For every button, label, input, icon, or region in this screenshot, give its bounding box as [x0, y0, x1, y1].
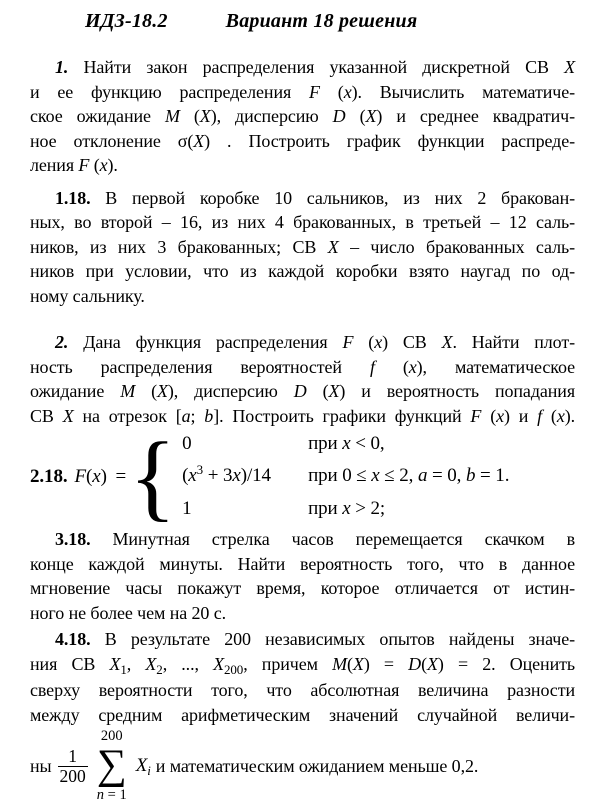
- text-line: [30, 186, 575, 211]
- fraction-numerator: 1: [68, 745, 78, 766]
- text-segment: 2.: [55, 332, 69, 352]
- text-segment: X: [199, 106, 211, 126]
- text-segment: 200: [224, 661, 244, 677]
- text-segment: = 1: [104, 787, 127, 803]
- text-segment: конце каждой минуты. Найти вероятность того, что в данное: [30, 553, 575, 574]
- text-segment: M: [164, 106, 180, 126]
- case-row: [182, 496, 509, 522]
- text-segment: f: [537, 405, 543, 426]
- text-segment: В результате 200 независимых опытов найдены значе-: [90, 629, 575, 649]
- text-segment: ).: [564, 405, 575, 426]
- text-segment: X: [328, 381, 340, 401]
- text-segment: ) =: [100, 465, 127, 487]
- text-segment: ного не более чем на 20 с.: [30, 602, 227, 623]
- text-segment: ное отклонение σ(: [30, 130, 194, 151]
- text-segment: < 0,: [350, 433, 385, 454]
- case-expression: [182, 496, 308, 522]
- text-segment: F: [309, 81, 320, 102]
- text-segment: X: [564, 57, 575, 77]
- text-segment: 0: [182, 433, 192, 454]
- text-segment: M: [120, 381, 136, 401]
- text-segment: 1: [182, 498, 192, 519]
- text-line: [30, 129, 575, 154]
- text-segment: X: [365, 106, 377, 126]
- case-condition: [308, 431, 509, 457]
- text-segment: + 3: [203, 465, 233, 486]
- text-segment: b: [465, 465, 476, 486]
- text-segment: = 1.: [475, 465, 510, 486]
- text-segment: D: [293, 381, 307, 401]
- text-segment: X: [327, 236, 339, 257]
- text-segment: ,: [126, 653, 146, 674]
- text-segment: между средним арифметическим значений случайной величи-: [30, 704, 575, 725]
- title-id: ИДЗ-18.2: [85, 10, 168, 32]
- text-segment: (: [89, 155, 100, 175]
- text-segment: (: [182, 465, 189, 486]
- text-segment: F: [78, 155, 90, 175]
- text-segment: ), дисперсию: [210, 106, 333, 126]
- summation-term: [136, 755, 151, 777]
- text-segment: (: [86, 465, 93, 487]
- case-rows: [182, 431, 509, 522]
- text-segment: , ...,: [162, 653, 214, 674]
- text-segment: 200: [100, 728, 123, 744]
- text-segment: X: [352, 653, 364, 674]
- text-segment: F: [74, 465, 87, 487]
- text-line: [30, 601, 575, 626]
- text-segment: X: [156, 381, 168, 401]
- text-segment: Минутная стрелка часов перемещается скачком в: [90, 529, 575, 549]
- text-segment: (: [319, 81, 344, 102]
- text-segment: ) = 2. Оценить: [437, 653, 575, 674]
- text-segment: x: [99, 155, 108, 175]
- text-segment: (: [345, 106, 366, 126]
- case-condition: [308, 463, 509, 490]
- case-row: [182, 463, 509, 490]
- text-segment: (: [374, 356, 409, 377]
- text-segment: x: [374, 332, 383, 352]
- text-segment: ников, из них 3 бракованных; СВ: [30, 236, 328, 257]
- text-segment: и математическим ожиданием меньше 0,2.: [155, 755, 479, 776]
- text-segment: x: [496, 405, 504, 426]
- text-segment: b: [204, 405, 214, 426]
- document-content: [30, 55, 575, 803]
- case-expression: [182, 463, 308, 490]
- text-segment: 1.: [55, 57, 69, 77]
- text-segment: ) и среднее квадратич-: [376, 106, 575, 126]
- summation-lower-limit: [97, 788, 127, 803]
- text-segment: X: [193, 130, 205, 151]
- text-segment: X: [213, 653, 224, 674]
- text-segment: Найти закон распределения указанной дискретной СВ: [68, 57, 565, 77]
- title-variant: Вариант 18 решения: [225, 10, 418, 32]
- text-segment: сверху вероятности того, что абсолютная величина разности: [30, 680, 575, 700]
- text-line: [30, 210, 575, 235]
- text-segment: x: [342, 498, 351, 519]
- text-line: [30, 552, 575, 577]
- text-segment: x: [343, 81, 352, 102]
- text-segment: f: [369, 356, 375, 377]
- text-segment: M: [332, 653, 348, 674]
- problem-3-18: [30, 527, 575, 625]
- text-segment: (: [347, 653, 353, 674]
- text-segment: и ее функцию распределения: [30, 81, 310, 102]
- text-line: [30, 104, 575, 129]
- text-segment: ), математическое: [416, 356, 575, 377]
- text-segment: x: [92, 465, 101, 487]
- text-segment: ных, во второй – 16, из них 4 бракованных, в третьей – 12 саль-: [30, 212, 575, 232]
- text-segment: D: [408, 653, 422, 674]
- text-segment: ожидание: [30, 381, 121, 401]
- text-line: [30, 379, 575, 404]
- text-line: [30, 153, 575, 178]
- text-segment: a: [417, 465, 428, 486]
- text-segment: 1: [120, 661, 127, 677]
- text-segment: мгновение часы покажут время, которое отличается от истин-: [30, 578, 575, 598]
- text-segment: ), дисперсию: [167, 381, 294, 401]
- formula-label: 2.18.: [30, 465, 68, 487]
- text-segment: = 0,: [427, 465, 466, 486]
- text-segment: ния СВ: [30, 653, 110, 674]
- text-line: [30, 80, 575, 105]
- text-segment: X: [426, 653, 438, 674]
- text-segment: Дана функция распределения: [68, 332, 343, 352]
- text-segment: x: [342, 433, 351, 454]
- text-segment: X: [145, 653, 157, 674]
- text-segment: 1.18.: [55, 187, 91, 208]
- text-segment: [30, 756, 52, 777]
- left-brace-icon: {: [129, 422, 177, 531]
- text-segment: 4.18.: [55, 629, 91, 649]
- text-segment: ления: [30, 155, 79, 175]
- problem-1-intro: [30, 55, 575, 178]
- text-segment: (: [306, 381, 329, 401]
- text-segment: X: [135, 755, 148, 776]
- text-segment: ).: [107, 155, 118, 175]
- text-segment: ;: [190, 405, 205, 426]
- text-segment: n: [96, 787, 105, 803]
- fraction-denominator: 200: [59, 765, 86, 786]
- text-segment: (: [353, 332, 375, 352]
- text-line: [30, 576, 575, 601]
- text-segment: (: [542, 405, 557, 426]
- text-segment: x: [408, 356, 417, 377]
- text-line: [30, 652, 575, 679]
- text-segment: X: [441, 332, 453, 352]
- text-line: [30, 235, 575, 260]
- text-segment: x: [556, 405, 565, 426]
- summation-symbol: ∑: [96, 742, 127, 788]
- text-segment: ны: [30, 755, 52, 776]
- case-condition: [308, 496, 509, 522]
- case-expression: [182, 431, 308, 457]
- formula-lhs: [75, 466, 127, 488]
- text-segment: ному сальнику.: [30, 285, 145, 306]
- text-segment: на отрезок [: [73, 405, 182, 426]
- text-segment: 3.18.: [55, 529, 91, 549]
- case-row: [182, 431, 509, 457]
- text-segment: x: [371, 465, 380, 486]
- text-segment: , причем: [243, 653, 333, 674]
- text-segment: ское ожидание: [30, 106, 165, 126]
- fraction: [58, 747, 88, 786]
- text-line: [30, 404, 575, 429]
- text-segment: ≤ 2,: [379, 465, 418, 486]
- text-segment: – число бракованных саль-: [338, 236, 575, 257]
- text-segment: a: [181, 405, 191, 426]
- text-segment: D: [332, 106, 346, 126]
- text-segment: F: [470, 405, 482, 426]
- text-segment: X: [62, 405, 74, 426]
- text-line: [30, 355, 575, 380]
- problem-4-18: [30, 627, 575, 727]
- text-segment: > 2;: [350, 498, 386, 519]
- formula-2-18: [30, 422, 575, 531]
- text-segment: ) . Построить график функции распреде-: [204, 130, 575, 151]
- text-segment: 3: [196, 462, 204, 477]
- text-segment: В первой коробке 10 сальников, из них 2 бракован-: [90, 187, 575, 208]
- text-line: [30, 703, 575, 728]
- text-line: [30, 330, 575, 355]
- summation-operator: [97, 729, 127, 803]
- text-segment: при: [308, 498, 343, 519]
- text-segment: при: [308, 433, 343, 454]
- text-segment: ) =: [363, 653, 409, 674]
- text-segment: ). Вычислить математиче-: [351, 81, 575, 102]
- text-line: [30, 259, 575, 284]
- text-segment: [156, 756, 479, 777]
- text-segment: (: [481, 405, 497, 426]
- text-segment: СВ: [30, 405, 63, 426]
- document-title: [30, 8, 575, 34]
- text-line: [30, 678, 575, 703]
- text-segment: ников при условии, что из каждой коробки взято наугад по од-: [30, 261, 575, 281]
- text-segment: ) и: [503, 405, 538, 426]
- formula-4-18-sum: [30, 729, 575, 803]
- text-segment: X: [109, 653, 121, 674]
- text-segment: x: [232, 465, 241, 486]
- text-segment: F: [342, 332, 354, 352]
- text-segment: (: [421, 653, 427, 674]
- text-line: [30, 55, 575, 80]
- problem-1-18: [30, 186, 575, 309]
- text-segment: )/14: [240, 465, 271, 486]
- text-segment: . Найти плот-: [452, 332, 575, 352]
- text-segment: при 0 ≤: [308, 465, 372, 486]
- text-segment: ность распределения вероятностей: [30, 356, 370, 377]
- text-segment: 2: [156, 661, 163, 677]
- text-segment: ) СВ: [382, 332, 442, 352]
- text-line: [30, 527, 575, 552]
- text-segment: x: [188, 465, 197, 486]
- text-line: [30, 284, 575, 309]
- text-segment: ]. Построить графики функций: [213, 405, 471, 426]
- text-segment: ) и вероятность попадания: [339, 381, 576, 401]
- text-segment: i: [147, 763, 151, 778]
- text-segment: (: [179, 106, 200, 126]
- problem-2-intro: [30, 330, 575, 428]
- text-segment: (: [135, 381, 157, 401]
- text-line: [30, 627, 575, 652]
